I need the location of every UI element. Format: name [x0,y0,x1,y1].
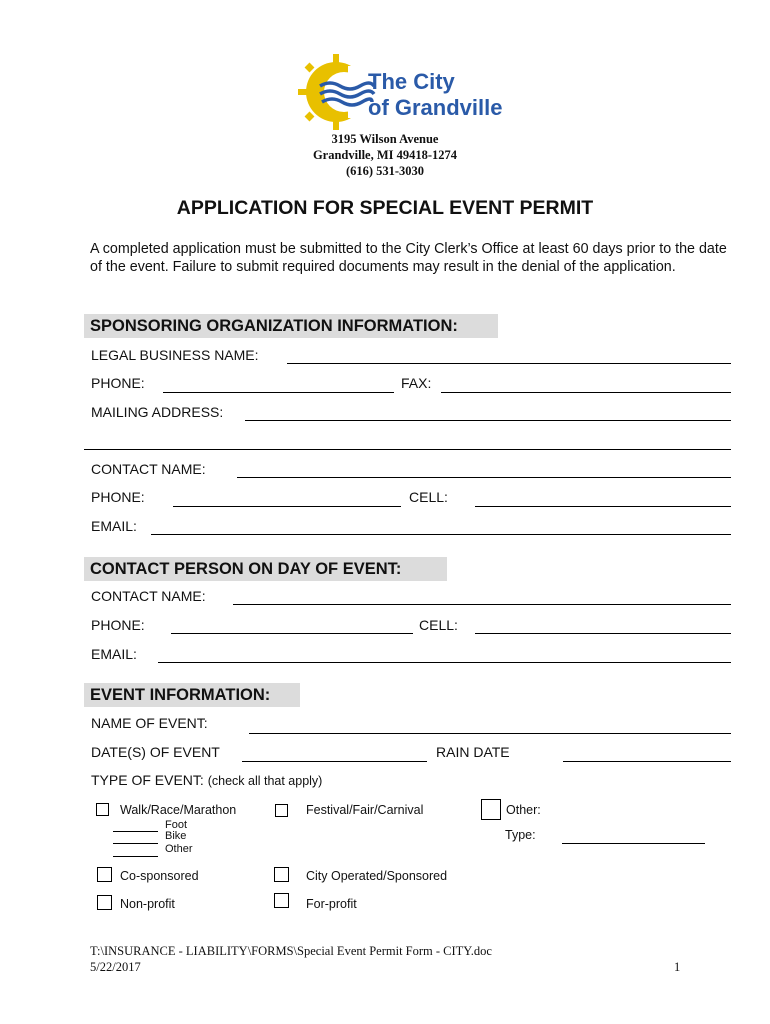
other-checkbox[interactable] [481,799,501,820]
foot-field[interactable] [113,831,158,832]
nonprofit-checkbox[interactable] [97,895,112,910]
walk-race-checkbox[interactable] [96,803,109,816]
day-phone-field[interactable] [171,633,413,634]
event-name-label: NAME OF EVENT: [91,715,208,731]
bike-label: Bike [165,830,187,842]
event-dates-field[interactable] [242,761,427,762]
sponsor-cell-label: CELL: [409,489,448,505]
sponsor-email-field[interactable] [151,534,731,535]
legal-name-label: LEGAL BUSINESS NAME: [91,347,259,363]
event-name-field[interactable] [249,733,731,734]
address-city: Grandville, MI 49418-1274 [312,148,458,162]
festival-label: Festival/Fair/Carnival [306,803,424,817]
day-phone-label: PHONE: [91,617,145,633]
event-dates-label: DATE(S) OF EVENT [91,744,220,760]
city-operated-checkbox[interactable] [274,867,289,882]
fax-field[interactable] [441,392,731,393]
sponsor-phone2-field[interactable] [173,506,401,507]
cosponsored-checkbox[interactable] [97,867,112,882]
address-phone: (616) 531-3030 [345,164,425,178]
footer-date: 5/22/2017 [90,960,141,974]
festival-checkbox[interactable] [275,804,288,817]
day-contact-field[interactable] [233,604,731,605]
type-label: Type: [505,828,536,842]
mailing-address-label: MAILING ADDRESS: [91,404,224,420]
page-number: 1 [674,960,681,974]
city-seal-icon [296,52,516,132]
walk-race-label: Walk/Race/Marathon [120,803,237,817]
forprofit-checkbox[interactable] [274,893,289,908]
mailing-address-field[interactable] [245,420,731,421]
cosponsored-label: Co-sponsored [120,869,199,883]
nonprofit-label: Non-profit [120,897,175,911]
rain-date-field[interactable] [563,761,731,762]
logo-line1: The City [368,69,455,94]
sponsor-phone2-label: PHONE: [91,489,145,505]
day-email-field[interactable] [158,662,731,663]
other-sub-field[interactable] [113,856,158,857]
day-cell-field[interactable] [475,633,731,634]
section-sponsor-heading: SPONSORING ORGANIZATION INFORMATION: [84,314,498,338]
mailing-address-field-2[interactable] [84,449,731,450]
page-title: APPLICATION FOR SPECIAL EVENT PERMIT [176,197,594,219]
sponsor-cell-field[interactable] [475,506,731,507]
section-contact-day-heading: CONTACT PERSON ON DAY OF EVENT: [84,557,447,581]
section-event-heading: EVENT INFORMATION: [84,683,300,707]
other-label: Other: [506,803,541,817]
sponsor-phone-field[interactable] [163,392,394,393]
other-type-field[interactable] [562,843,705,844]
foot-label: Foot [165,819,188,831]
day-contact-label: CONTACT NAME: [91,588,206,604]
city-logo [296,52,516,132]
day-cell-label: CELL: [419,617,458,633]
event-type-label: TYPE OF EVENT: [91,772,204,788]
other-sub-label: Other [165,843,193,855]
intro-text: A completed application must be submitted to the City Clerk’s Office at least 60 days prior to the date of the event. Failure to submit required documents may result in the denial of the application. [90,241,727,275]
sponsor-phone-label: PHONE: [91,375,145,391]
day-email-label: EMAIL: [91,646,137,662]
sponsor-contact-field[interactable] [237,477,731,478]
footer-path: T:\INSURANCE - LIABILITY\FORMS\Special Event Permit Form - CITY.doc [90,944,492,958]
legal-name-field[interactable] [287,363,731,364]
sponsor-email-label: EMAIL: [91,518,137,534]
fax-label: FAX: [401,375,432,391]
address-street: 3195 Wilson Avenue [331,132,439,146]
city-operated-label: City Operated/Sponsored [306,869,448,883]
bike-field[interactable] [113,843,158,844]
event-type-note: (check all that apply) [207,774,323,788]
event-type-row [91,772,322,788]
sponsor-contact-label: CONTACT NAME: [91,461,206,477]
logo-line2: of Grandville [368,95,503,120]
forprofit-label: For-profit [306,897,357,911]
rain-date-label: RAIN DATE [436,744,510,760]
